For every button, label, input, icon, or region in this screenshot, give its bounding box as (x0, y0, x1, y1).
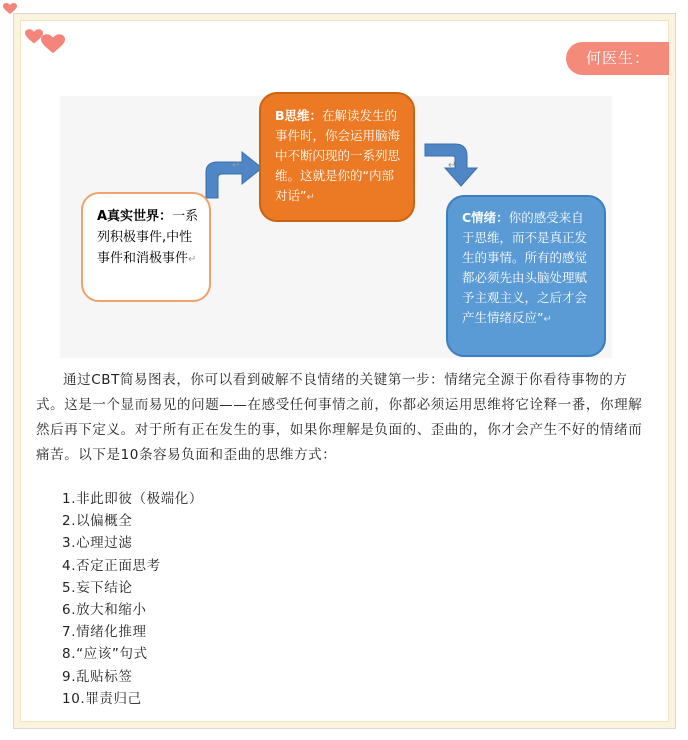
box-a-label: A真实世界： (97, 209, 173, 224)
paragraph-mark-icon: ↵ (543, 314, 552, 325)
distortion-list (62, 488, 203, 710)
list-item: 10.罪责归己 (62, 690, 142, 707)
author-tab (566, 42, 669, 75)
heart-icon (41, 34, 65, 55)
paragraph-mark-icon: ↵ (188, 254, 197, 265)
box-b-text: 在解读发生的事件时，你会运用脑海中不断闪现的一系列思维。这就是你的“内部对话” (275, 108, 401, 203)
box-c-label: C情绪： (462, 210, 509, 225)
list-item: 9.乱贴标签 (62, 668, 133, 685)
list-item: 1.非此即彼（极端化） (62, 491, 203, 507)
list-item: 2.以偏概全 (62, 513, 133, 530)
list-item: 8.“应该”句式 (62, 646, 148, 663)
box-real-world (81, 192, 211, 302)
box-c-text: 你的感受来自于思维，而不是真正发生的事情。所有的感觉都必须先由头脑处理赋予主观主义，之后才会产生情绪反应” (462, 210, 588, 325)
paragraph-mark-icon: ↵ (306, 192, 315, 203)
list-item: 5.妄下结论 (62, 579, 133, 596)
list-item: 7.情绪化推理 (62, 624, 147, 641)
author-label: 何医生： (586, 49, 651, 67)
list-item: 6.放大和缩小 (62, 602, 147, 619)
paragraph-mark-icon: ↵ (232, 160, 241, 171)
paragraph-mark-icon: ↵ (448, 160, 457, 171)
box-emotion (446, 195, 606, 357)
list-item: 3.心理过滤 (62, 535, 133, 552)
list-item: 4.否定正面思考 (62, 557, 161, 574)
box-b-label: B思维： (275, 108, 323, 123)
box-thinking (259, 92, 415, 222)
body-paragraph: 通过CBT简易图表，你可以看到破解不良情绪的关键第一步：情绪完全源于你看待事物的方式。这是一个显而易见的问题——在感受任何事情之前，你都必须运用思维将它诠释一番，你理解然后再下定义。对于所有正在发生的事，如果你理解是负面的、歪曲的，你才会产生不好的情绪而痛苦。以下是10条容易负面和歪曲的思维方式： (36, 372, 643, 463)
box-a-text: 一系列积极事件,中性事件和消极事件 (97, 209, 199, 266)
